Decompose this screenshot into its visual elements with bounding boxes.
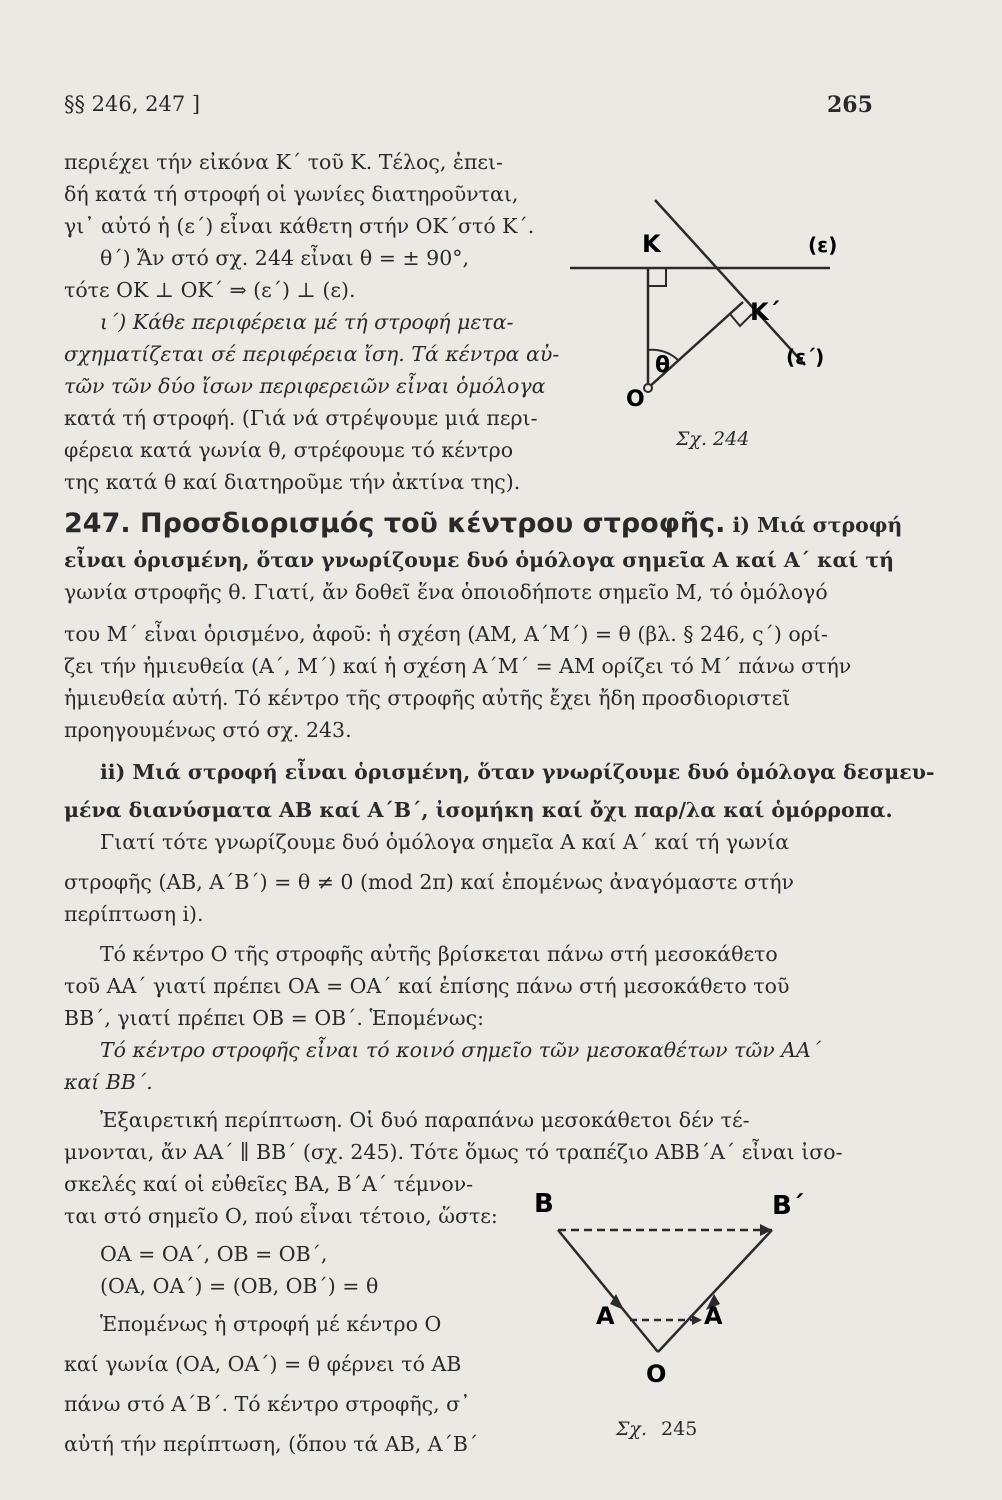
figure-245 [520, 1180, 810, 1395]
figure-245-caption [616, 1418, 697, 1440]
line-BO [558, 1230, 658, 1352]
section-247-heading: 247. Προσδιορισμός τοῦ κέντρου στροφῆς. [64, 508, 726, 539]
label-O: O [626, 387, 645, 412]
label-B: B [534, 1189, 554, 1219]
label-Aprime: A [704, 1302, 723, 1330]
text-line: σχηματίζεται σέ περιφέρεια ἴση. Τά κέντρα αὐ- [64, 342, 560, 366]
text-line: δή κατά τή στροφή οἱ γωνίες διατηροῦνται, [64, 182, 519, 206]
text-line: Γιατί τότε γνωρίζουμε δυό ὁμόλογα σημεῖα Α καί Α΄ καί τή γωνία [100, 830, 790, 854]
text-line: καί γωνία (ΟΑ, ΟΑ΄) = θ φέρνει τό ΑΒ [64, 1352, 462, 1376]
text-line: εἶναι ὁρισμένη, ὅταν γνωρίζουμε δυό ὁμόλογα σημεῖα Α καί Α΄ καί τή [64, 548, 895, 572]
text-line: ι΄) Κάθε περιφέρεια μέ τή στροφή μετα- [100, 310, 514, 334]
line-BprimeO [658, 1230, 772, 1352]
text-line: Τό κέντρο στροφῆς εἶναι τό κοινό σημεῖο τῶν μεσοκαθέτων τῶν ΑΑ΄ [100, 1038, 822, 1062]
text-line: περιέχει τήν εἰκόνα Κ΄ τοῦ Κ. Τέλος, ἐπει- [64, 150, 503, 174]
text-line: πάνω στό Α΄Β΄. Τό κέντρο στροφῆς, σ᾽ [64, 1392, 471, 1416]
text-line: μνονται, ἄν ΑΑ΄ ∥ ΒΒ΄ (σχ. 245). Τότε ὅμως τό τραπέζιο ΑΒΒ΄Α΄ εἶναι ἰσο- [64, 1140, 843, 1164]
figure-244-caption: Σχ. 244 [676, 428, 750, 450]
text-line: τοῦ ΑΑ΄ γιατί πρέπει ΟΑ = ΟΑ΄ καί ἐπίσης πάνω στή μεσοκάθετο τοῦ [64, 974, 790, 998]
text-line: φέρεια κατά γωνία θ, στρέφουμε τό κέντρο [64, 438, 514, 462]
label-eprime: (ε΄) [786, 345, 825, 369]
text-line: θ΄) Ἄν στό σχ. 244 εἶναι θ = ± 90°, [100, 246, 470, 270]
text-line: σκελές καί οἱ εὐθεῖες ΒΑ, Β΄Α΄ τέμνον- [64, 1172, 474, 1196]
line-e-prime [655, 200, 805, 365]
arrowhead-Bprime [760, 1224, 772, 1236]
text-line: στροφῆς (ΑΒ, Α΄Β΄) = θ ≠ 0 (mod 2π) καί ἑπομένως ἀναγόμαστε στήν [64, 870, 795, 894]
label-Kprime: K΄ [750, 298, 780, 326]
text-line: γι᾽ αὐτό ἡ (ε΄) εἶναι κάθετη στήν ΟΚ΄στό Κ΄. [64, 214, 535, 238]
text-line: τότε ΟΚ ⊥ ΟΚ΄ ⇒ (ε΄) ⊥ (ε). [64, 278, 356, 302]
section-247-heading-line [64, 508, 902, 541]
label-A: A [596, 1302, 615, 1330]
figure-245-caption-number: 245 [661, 1418, 698, 1440]
text-line: ζει τήν ἡμιευθεία (Α΄, Μ΄) καί ἡ σχέση Α΄Μ΄ = ΑΜ ορίζει τό Μ΄ πάνω στήν [64, 654, 852, 678]
right-angle-mark-K [648, 268, 666, 286]
text-line: τῶν τῶν δύο ἴσων περιφερειῶν εἶναι ὁμόλογα [64, 374, 546, 398]
text-line: ΟΑ = ΟΑ΄, ΟΒ = ΟΒ΄, [100, 1242, 328, 1266]
text-line: Τό κέντρο Ο τῆς στροφῆς αὐτῆς βρίσκεται πάνω στή μεσοκάθετο [100, 942, 778, 966]
text-line: ἡμιευθεία αὐτή. Τό κέντρο τῆς στροφῆς αὐτῆς ἔχει ἤδη προσδιοριστεῖ [64, 686, 791, 710]
text-line: της κατά θ καί διατηροῦμε τήν ἀκτίνα της). [64, 470, 521, 494]
text-line: i) Μιά στροφή [725, 513, 903, 537]
right-angle-mark-Kprime [730, 314, 752, 326]
text-line: περίπτωση i). [64, 902, 204, 926]
label-Bprime: B΄ [772, 1191, 804, 1221]
text-line: γωνία στροφῆς θ. Γιατί, ἄν δοθεῖ ἕνα ὁποιοδήποτε σημεῖο Μ, τό ὁμόλογό [64, 580, 828, 604]
figure-244 [560, 190, 860, 460]
text-line: Ἐξαιρετική περίπτωση. Οἱ δυό παραπάνω μεσοκάθετοι δέν τέ- [100, 1108, 750, 1132]
top-text-block [64, 146, 559, 498]
text-line: ΒΒ΄, γιατί πρέπει ΟΒ = ΟΒ΄. Ἑπομένως: [64, 1006, 485, 1030]
text-line: Ἑπομένως ἡ στροφή μέ κέντρο Ο [100, 1312, 442, 1336]
label-e: (ε) [808, 233, 838, 257]
text-line: (ΟΑ, ΟΑ΄) = (ΟΒ, ΟΒ΄) = θ [100, 1274, 379, 1298]
text-line: του Μ΄ εἶναι ὁρισμένο, ἀφοῦ: ἡ σχέση (ΑΜ, Α΄Μ΄) = θ (βλ. § 246, ς΄) ορί- [64, 622, 828, 646]
label-O: O [646, 1360, 667, 1388]
section-reference: §§ 246, 247 ] [64, 92, 201, 116]
text-line: μένα διανύσματα ΑΒ καί Α΄Β΄, ἰσομήκη καί ὄχι παρ/λα καί ὁμόρροπα. [64, 798, 893, 822]
page-number: 265 [827, 92, 873, 118]
text-line: αὐτή τήν περίπτωση, (ὅπου τά ΑΒ, Α΄Β΄ [64, 1432, 479, 1456]
text-line: καί ΒΒ΄. [64, 1070, 153, 1094]
point-O [644, 384, 652, 392]
figure-245-caption-prefix: Σχ. [616, 1418, 647, 1440]
arrowhead-Aprime [692, 1315, 702, 1325]
text-line: προηγουμένως στό σχ. 243. [64, 718, 352, 742]
text-line: ται στό σημεῖο Ο, πού εἶναι τέτοιο, ὥστε: [64, 1204, 498, 1228]
text-line: κατά τή στροφή. (Γιά νά στρέψουμε μιά περι- [64, 406, 538, 430]
text-line: ii) Μιά στροφή εἶναι ὁρισμένη, ὅταν γνωρίζουμε δυό ὁμόλογα δεσμευ- [100, 760, 935, 784]
label-theta: θ [655, 353, 671, 378]
label-K: K [642, 230, 661, 258]
